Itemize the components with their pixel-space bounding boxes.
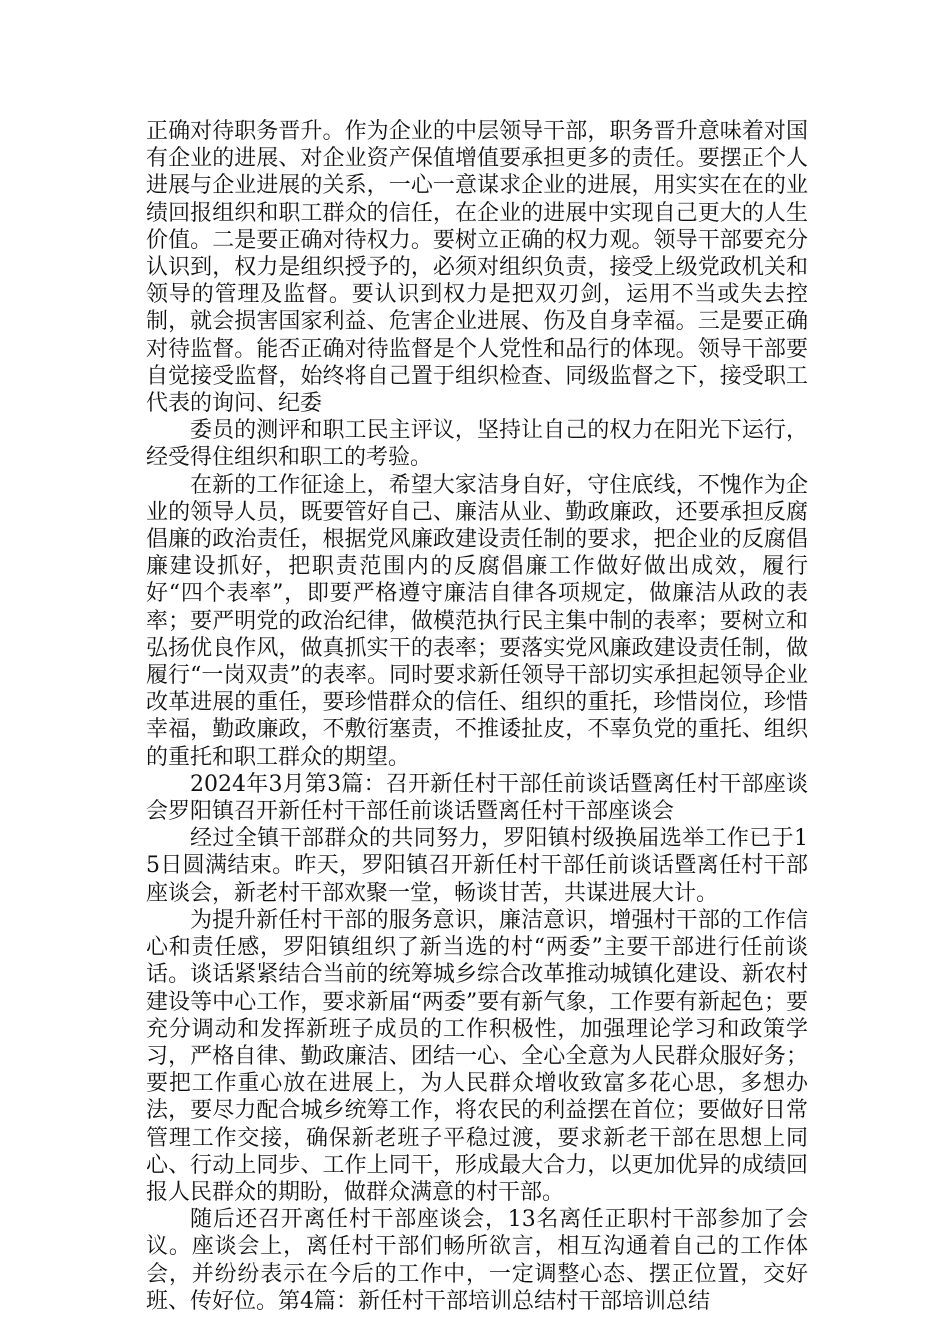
paragraph-3: 在新的工作征途上，希望大家洁身自好，守住底线，不愧作为企业的领导人员，既要管好自己、廉洁从业、勤政廉政，还要承担反腐倡廉的政治责任，根据党风廉政建设责任制的要求，把企业的反腐倡廉建设抓好，把职责范围内的反腐倡廉工作做好做出成效，履行好“四个表率”，即要严格遵守廉洁自律各项规定，做廉洁从政的表率；要严明党的政治纪律，做模范执行民主集中制的表率；要树立和弘扬优良作风，做真抓实干的表率；要落实党风廉政建设责任制，做履行“一岗双责”的表率。同时要求新任领导干部切实承担起领导企业改革进展的重任，要珍惜群众的信任、组织的重托，珍惜岗位，珍惜幸福，勤政廉政，不敷衍塞责，不推诿扯皮，不辜负党的重托、组织的重托和职工群众的期望。 (146, 472, 808, 770)
paragraph-5: 经过全镇干部群众的共同努力，罗阳镇村级换届选举工作已于15日圆满结束。昨天，罗阳镇召开新任村干部任前谈话暨离任村干部座谈会，新老村干部欢聚一堂，畅谈甘苦，共谋进展大计。 (146, 826, 808, 906)
paragraph-4: 2024年3月第3篇：召开新任村干部任前谈话暨离任村干部座谈会罗阳镇召开新任村干部任前谈话暨离任村干部座谈会 (146, 771, 808, 825)
document-body (146, 118, 808, 1315)
paragraph-6: 为提升新任村干部的服务意识，廉洁意识，增强村干部的工作信心和责任感，罗阳镇组织了新当选的村“两委”主要干部进行任前谈话。谈话紧紧结合当前的统筹城乡综合改革推动城镇化建设、新农村建设等中心工作，要求新届“两委”要有新气象，工作要有新起色；要充分调动和发挥新班子成员的工作积极性，加强理论学习和政策学习，严格自律、勤政廉洁、团结一心、全心全意为人民群众服好务；要把工作重心放在进展上，为人民群众增收致富多花心思，多想办法，要尽力配合城乡统筹工作，将农民的利益摆在首位；要做好日常管理工作交接，确保新老班子平稳过渡，要求新老干部在思想上同心、行动上同步、工作上同干，形成最大合力，以更加优异的成绩回报人民群众的期盼，做群众满意的村干部。 (146, 907, 808, 1205)
paragraph-2: 委员的测评和职工民主评议，坚持让自己的权力在阳光下运行，经受得住组织和职工的考验。 (146, 418, 808, 471)
paragraph-7: 随后还召开离任村干部座谈会，13名离任正职村干部参加了会议。座谈会上，离任村干部们畅所欲言，相互沟通着自己的工作体会，并纷纷表示在今后的工作中，一定调整心态、摆正位置，交好班、传好位。第4篇：新任村干部培训总结村干部培训总结 (146, 1207, 808, 1314)
paragraph-1: 正确对待职务晋升。作为企业的中层领导干部，职务晋升意味着对国有企业的进展、对企业资产保值增值要承担更多的责任。要摆正个人进展与企业进展的关系，一心一意谋求企业的进展，用实实在在的业绩回报组织和职工群众的信任，在企业的进展中实现自己更大的人生价值。二是要正确对待权力。要树立正确的权力观。领导干部要充分认识到，权力是组织授予的，必须对组织负责，接受上级党政机关和领导的管理及监督。要认识到权力是把双刃剑，运用不当或失去控制，就会损害国家利益、危害企业进展、伤及自身幸福。三是要正确对待监督。能否正确对待监督是个人党性和品行的体现。领导干部要自觉接受监督，始终将自己置于组织检查、同级监督之下，接受职工代表的询问、纪委 (146, 119, 808, 417)
